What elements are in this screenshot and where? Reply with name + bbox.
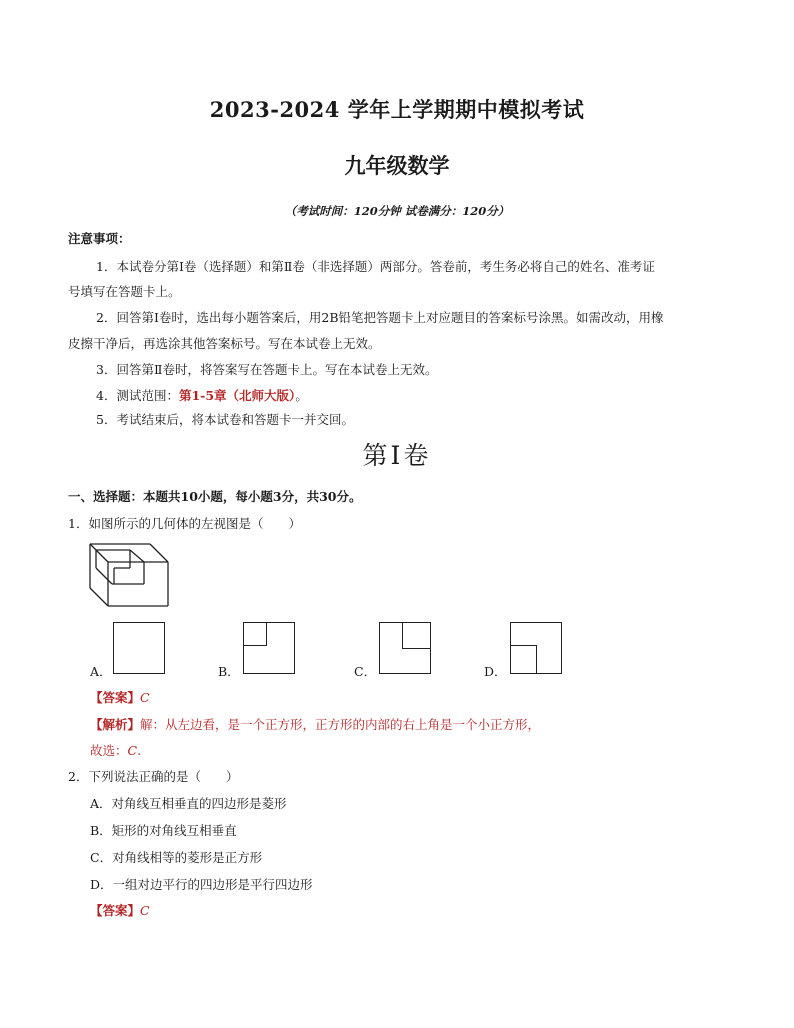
exam-title: 2023-2024 学年上学期期中模拟考试	[209, 97, 585, 122]
q1-option-d-label: D．	[484, 664, 507, 679]
notes-heading: 注意事项：	[68, 231, 131, 246]
q1-conclusion-suffix: .	[137, 743, 142, 758]
q1-option-d-figure	[510, 622, 562, 674]
q1-analysis-label: 【解析】	[90, 717, 141, 732]
q1-option-c-inner-square	[402, 622, 431, 649]
q2-answer-value: C	[140, 903, 150, 918]
q1-option-a-figure	[113, 622, 165, 674]
exam-subtitle: 九年级数学	[344, 153, 450, 178]
part-one-heading: 一、选择题：本题共10小题，每小题3分，共30分。	[68, 489, 362, 504]
q2-option-a: A．对角线互相垂直的四边形是菱形	[90, 796, 287, 811]
q1-option-b-figure	[243, 622, 295, 674]
q1-option-c-figure	[379, 622, 431, 674]
section-title: 第Ⅰ卷	[362, 441, 432, 470]
q1-option-a-label: A．	[90, 664, 112, 679]
q1-answer-value: C	[140, 690, 150, 705]
q1-option-b-label: B．	[218, 664, 240, 679]
scope-suffix: 。	[295, 388, 308, 403]
q1-answer-label: 【答案】	[90, 690, 141, 705]
q1-conclusion	[90, 742, 141, 760]
q2-option-d: D．一组对边平行的四边形是平行四边形	[90, 877, 313, 892]
q2-option-b: B．矩形的对角线互相垂直	[90, 823, 237, 838]
exam-info: （考试时间：120分钟 试卷满分：120分）	[284, 204, 510, 218]
q1-solid-figure	[86, 540, 172, 612]
q1-analysis-text: 解：从左边看，是一个正方形，正方形的内部的右上角是一个小正方形，	[140, 717, 541, 732]
q1-conclusion-prefix: 故选：	[90, 743, 128, 758]
scope-prefix: 4．测试范围：	[96, 388, 179, 403]
scope-value: 第1-5章（北师大版）	[178, 388, 296, 403]
note-item-4	[96, 387, 308, 405]
q1-stem: 1．如图所示的几何体的左视图是（ ）	[68, 516, 301, 531]
note-item-2-cont: 皮擦干净后，再选涂其他答案标号。写在本试卷上无效。	[68, 336, 381, 351]
q1-answer	[90, 689, 150, 707]
q1-option-c-label: C．	[354, 664, 377, 679]
note-item-1: 1．本试卷分第Ⅰ卷（选择题）和第Ⅱ卷（非选择题）两部分。答卷前，考生务必将自己的姓名、准考证	[96, 259, 655, 274]
q1-conclusion-value: C	[127, 743, 138, 758]
note-item-5: 5．考试结束后，将本试卷和答题卡一并交回。	[96, 412, 354, 427]
q2-answer-label: 【答案】	[90, 903, 141, 918]
q2-option-c: C．对角线相等的菱形是正方形	[90, 850, 263, 865]
q2-stem: 2．下列说法正确的是（ ）	[68, 769, 239, 784]
note-item-1-cont: 号填写在答题卡上。	[68, 284, 181, 299]
q2-answer	[90, 902, 150, 920]
note-item-3: 3．回答第Ⅱ卷时，将答案写在答题卡上。写在本试卷上无效。	[96, 362, 438, 377]
q1-option-b-inner-square	[243, 622, 267, 646]
note-item-2: 2．回答第Ⅰ卷时，选出每小题答案后，用2B铅笔把答题卡上对应题目的答案标号涂黑。如需改动，用橡	[96, 310, 664, 325]
q1-option-d-inner-square	[510, 645, 537, 674]
q1-analysis	[90, 716, 540, 734]
